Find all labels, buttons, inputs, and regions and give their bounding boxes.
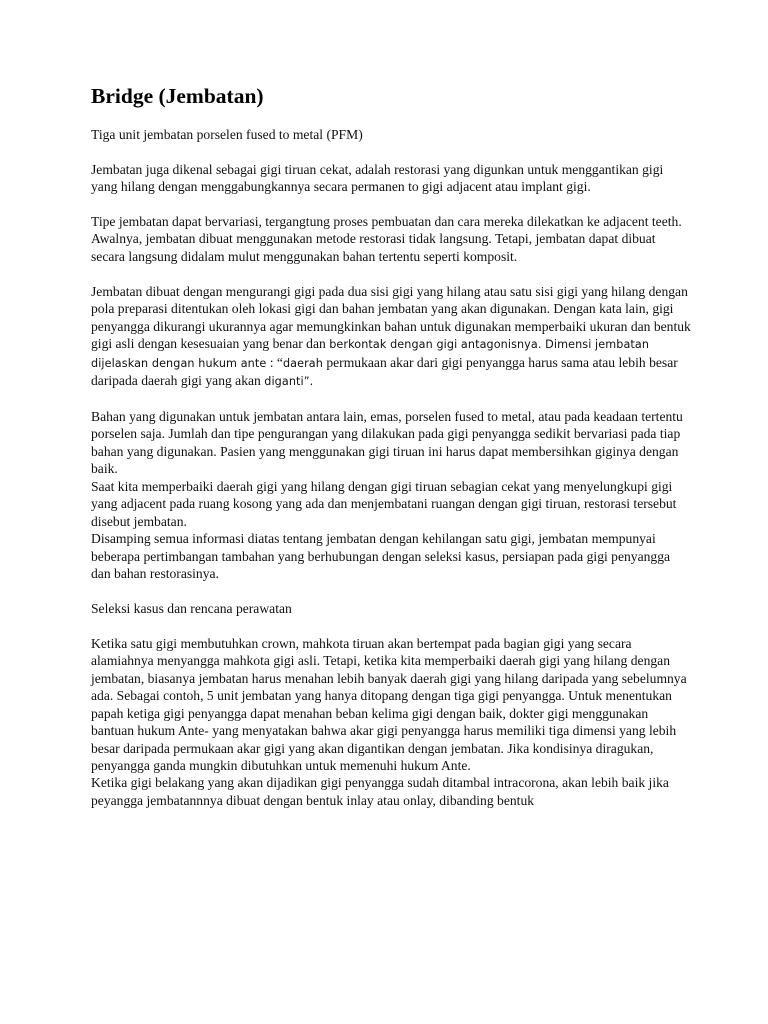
document-title: Bridge (Jembatan) (91, 84, 264, 108)
preparation-text-sans: berkontak dengan gigi antagonisnya. Dimensi jembatan dijelaskan dengan hukum ante (91, 338, 650, 370)
materials-line-2: Saat kita memperbaiki daerah gigi yang hilang dengan gigi tiruan sebagian cekat yang menyelungkupi gigi yang adjacent pada ruang kosong yang ada dan menjembatani ruangan dengan gigi tiruan, restorasi tersebut disebut jembatan. (91, 478, 677, 529)
preparation-text: Jembatan dibuat dengan mengurangi gigi pada dua sisi gigi yang hilang atau satu sisi gigi yang hilang dengan pola preparasi ditentukan oleh lokasi gigi dan bahan jembatan yang akan digunakan. Dengan kata lain, gigi penyangga dikurangi ukurannya agar memungkinkan bahan untuk digunakan memperbaiki ukuran dan bentuk gigi asli dengan kesesuaian yang benar dan (91, 283, 691, 352)
case-selection-line-2: Ketika gigi belakang yang akan dijadikan gigi penyangga sudah ditambal intracorona, akan lebih baik jika peyangga jembatannnya dibuat dengan bentuk inlay atau onlay, dibanding bentuk (91, 775, 669, 808)
paragraph-case-selection (91, 635, 691, 810)
paragraph-materials (91, 408, 691, 583)
document-page (91, 84, 691, 827)
section-heading: Seleksi kasus dan rencana perawatan (91, 600, 292, 616)
paragraph-preparation (91, 283, 691, 391)
preparation-text-colon: : “ (266, 354, 283, 370)
preparation-text-cont: permukaan akar dari gigi penyangga harus sama atau lebih besar daripada daerah gigi yang akan (91, 354, 678, 389)
paragraph-definition: Jembatan juga dikenal sebagai gigi tiruan cekat, adalah restorasi yang digunkan untuk menggantikan gigi yang hilang dengan menggabungkannya secara permanen to gigi adjacent atau implant gigi. (91, 161, 664, 195)
preparation-text-daerah: daerah (282, 356, 323, 370)
case-selection-line-1: Ketika satu gigi membutuhkan crown, mahkota tiruan akan bertempat pada bagian gigi yang secara alamiahnya menyangga mahkota gigi asli. Tetapi, ketika kita memperbaiki daerah gigi yang hilang dengan jembatan, biasanya jembatan harus menahan lebih banyak daerah gigi yang hilang daripada yang sebelumnya ada. Sebagai contoh, 5 unit jembatan yang hanya ditopang dengan tiga gigi penyangga. Untuk menentukan papah ketiga gigi penyangga dapat menahan beban kelima gigi dengan baik, dokter gigi menggunakan bantuan hukum Ante- yang menyatakan bahwa akar gigi penyangga harus memiliki tiga dimensi yang lebih besar daripada permukaan akar gigi yang akan digantikan dengan jembatan. Jika kondisinya diragukan, penyangga ganda mungkin dibutuhkan untuk memenuhi hukum Ante. (91, 635, 687, 774)
subtitle-paragraph: Tiga unit jembatan porselen fused to metal (PFM) (91, 126, 363, 142)
paragraph-types: Tipe jembatan dapat bervariasi, tergangtung proses pembuatan dan cara mereka dilekatkan ke adjacent teeth. Awalnya, jembatan dibuat menggunakan metode restorasi tidak langsung. Tetapi, jembatan dapat dibuat secara langsung didalam mulut menggunakan bahan tertentu seperti komposit. (91, 214, 682, 264)
materials-line-3: Disamping semua informasi diatas tentang jembatan dengan kehilangan satu gigi, jembatan mempunyai beberapa pertimbangan tambahan yang berhubungan dengan seleksi kasus, persiapan pada gigi penyangga dan bahan restorasinya. (91, 531, 671, 582)
materials-line-1: Bahan yang digunakan untuk jembatan antara lain, emas, porselen fused to metal, atau pada keadaan tertentu porselen saja. Jumlah dan tipe pengurangan yang dilakukan pada gigi penyangga sedikit bervariasi pada tiap bahan yang digunakan. Pasien yang menggunakan gigi tiruan ini harus dapat membersihkan giginya dengan baik. (91, 408, 683, 477)
preparation-text-end: diganti”. (264, 375, 314, 389)
